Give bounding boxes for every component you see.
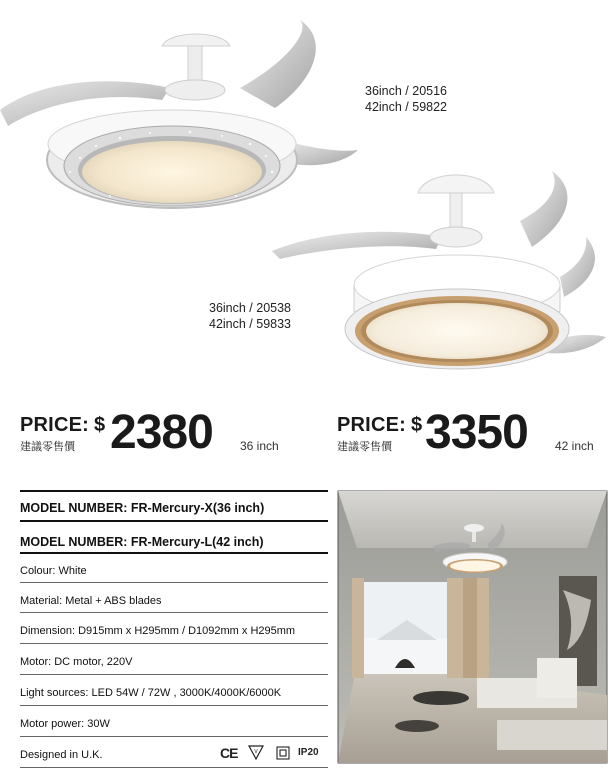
spec-colour (20, 554, 328, 583)
spec-motor-text: Motor: DC motor, 220V (20, 656, 133, 668)
product-code-list-2 (209, 300, 291, 332)
spec-material-text: Material: Metal + ABS blades (20, 595, 162, 607)
spec-motor-power (20, 706, 328, 737)
product-code: 36inch / 20516 (365, 84, 448, 98)
price-label: PRICE: (337, 414, 406, 436)
spec-motor-power-text: Motor power: 30W (20, 718, 110, 730)
model-number-l (20, 522, 328, 554)
safety-triangle-icon (248, 745, 264, 760)
ip-rating-icon: IP20 (298, 747, 319, 758)
price-block-36 (20, 405, 320, 465)
spec-designed (20, 737, 328, 768)
ce-mark-icon: CE (220, 745, 238, 761)
product-code: 36inch / 20538 (209, 301, 292, 315)
price-block-42 (337, 405, 614, 465)
price-value: 2380 (110, 406, 213, 459)
spec-colour-text: Colour: White (20, 565, 87, 577)
price-sub-label: 建議零售價 (20, 441, 75, 453)
product-code: 42inch / 59833 (209, 317, 292, 331)
price-size: 42 inch (555, 439, 594, 453)
spec-motor (20, 644, 328, 675)
price-label: PRICE: (20, 414, 89, 436)
price-sub-label: 建議零售價 (337, 441, 392, 453)
spec-table (20, 490, 328, 768)
price-size: 36 inch (240, 439, 279, 453)
spec-dimension (20, 613, 328, 644)
price-value: 3350 (425, 406, 528, 459)
price-currency: $ (94, 414, 106, 436)
product-code-list-1 (365, 83, 447, 115)
model-number-l-text: MODEL NUMBER: FR-Mercury-L(42 inch) (20, 535, 264, 549)
product-code: 42inch / 59822 (365, 100, 448, 114)
fan-product-image-2 (270, 165, 614, 380)
spec-light-sources (20, 675, 328, 706)
certification-marks (220, 745, 328, 763)
price-currency: $ (411, 414, 423, 436)
spec-dimension-text: Dimension: D915mm x H295mm / D1092mm x H295mm (20, 625, 296, 637)
spec-designed-text: Designed in U.K. (20, 749, 103, 761)
double-insulation-icon (276, 746, 290, 760)
spec-material (20, 583, 328, 613)
svg-text:V: V (254, 749, 258, 755)
model-number-x (20, 492, 328, 522)
spec-light-sources-text: Light sources: LED 54W / 72W , 3000K/4000K/6000K (20, 687, 282, 699)
model-number-x-text: MODEL NUMBER: FR-Mercury-X(36 inch) (20, 501, 265, 515)
room-installation-photo (337, 490, 608, 764)
